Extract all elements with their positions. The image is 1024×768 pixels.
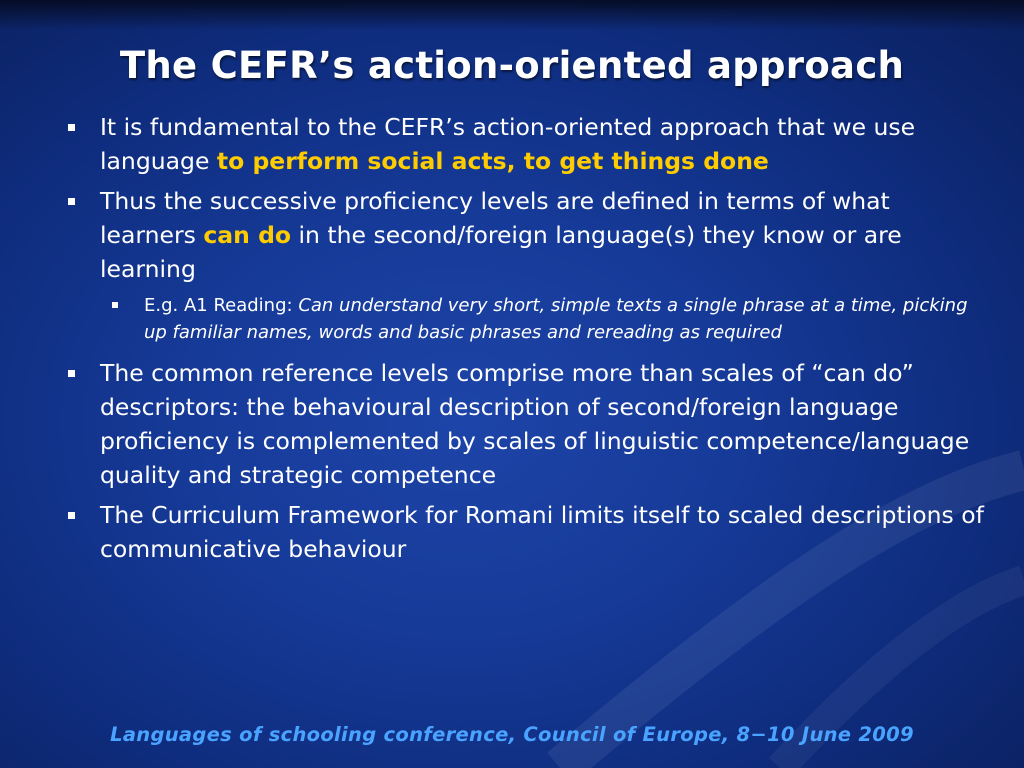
slide-footer: Languages of schooling conference, Council of Europe, 8−10 June 2009 — [110, 723, 914, 746]
sub-bullet-example: Can understand very short, simple texts a single phrase at a time, picking up familiar names, words and basic phrases and rereading as required — [144, 295, 968, 343]
bullet-2-text-end: in the second/foreign language(s) they know or are learning — [100, 221, 902, 283]
bullet-1-text: It is fundamental to the CEFR’s action-oriented approach that we use language — [100, 113, 916, 175]
bullet-item-1 — [64, 110, 989, 178]
square-bullet-icon — [68, 198, 75, 205]
square-bullet-icon — [68, 124, 75, 131]
bullet-1-highlight: to perform social acts, to get things done — [216, 147, 769, 175]
square-bullet-icon — [68, 370, 75, 377]
bullet-item-4 — [64, 498, 989, 566]
sub-bullet-label: E.g. A1 Reading: — [144, 295, 299, 316]
bullet-item-2 — [64, 184, 989, 286]
bullet-item-3 — [64, 356, 989, 492]
bullet-2-highlight: can do — [203, 221, 292, 249]
square-bullet-icon — [112, 302, 118, 308]
bullet-4-text: The Curriculum Framework for Romani limits itself to scaled descriptions of communicative behaviour — [100, 501, 984, 563]
square-bullet-icon — [68, 512, 75, 519]
bullet-3-text: The common reference levels comprise more than scales of “can do” descriptors: the behavioural description of second/foreign language proficiency is complemented by scales of linguistic competence/language quality and strategic competence — [100, 359, 970, 489]
bullet-2-text-start: Thus the successive proficiency levels are defined in terms of what learners — [100, 187, 890, 249]
sub-bullet-item — [110, 292, 989, 346]
slide-title: The CEFR’s action-oriented approach — [119, 44, 905, 87]
bullet-list — [64, 110, 989, 572]
